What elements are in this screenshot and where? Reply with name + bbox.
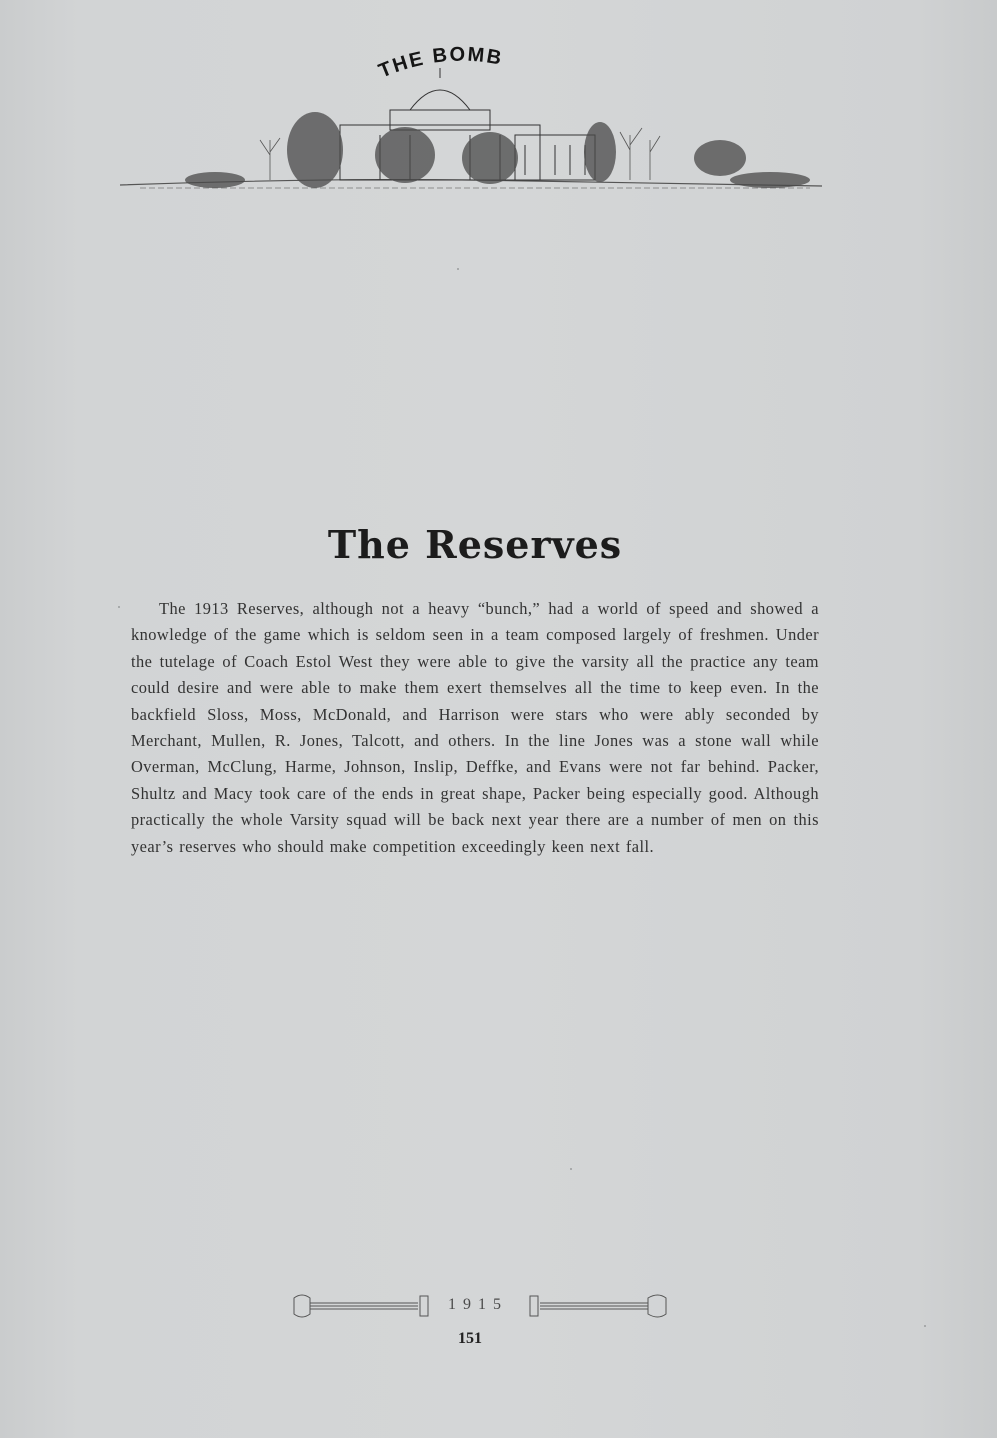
- scan-speck: [570, 1168, 572, 1170]
- page-number: 151: [458, 1330, 482, 1347]
- scan-speck: [924, 1325, 926, 1327]
- campus-sketch: [120, 40, 822, 200]
- banner-title: THE BOMB: [375, 43, 505, 83]
- page-heading: The Reserves: [327, 522, 623, 567]
- header-illustration: [120, 40, 822, 200]
- body-paragraph: The 1913 Reserves, although not a heavy “bunch,” had a world of speed and showed a knowledge of the game which is seldom seen in a team composed largely of freshmen. Under the tutelage of Coach Estol West they were able to give the varsity all the practice any team could desire and were able to make them exert themselves all the time to keep even. In the backfield Sloss, Moss, McDonald, and Harrison were stars who were ably seconded by Merchant, Mullen, R. Jones, Talcott, and others. In the line Jones was a stone wall while Overman, McClung, Harme, Johnson, Inslip, Deffke, and Evans were not far behind. Packer, Shultz and Macy took care of the ends in great shape, Packer being especially good. Although practically the whole Varsity squad will be back next year there are a number of men on this year’s reserves who should make competition exceedingly keen next fall.: [131, 599, 819, 856]
- scan-speck: [457, 268, 459, 270]
- footer-year: 1915: [448, 1296, 508, 1313]
- scan-speck: [118, 606, 120, 608]
